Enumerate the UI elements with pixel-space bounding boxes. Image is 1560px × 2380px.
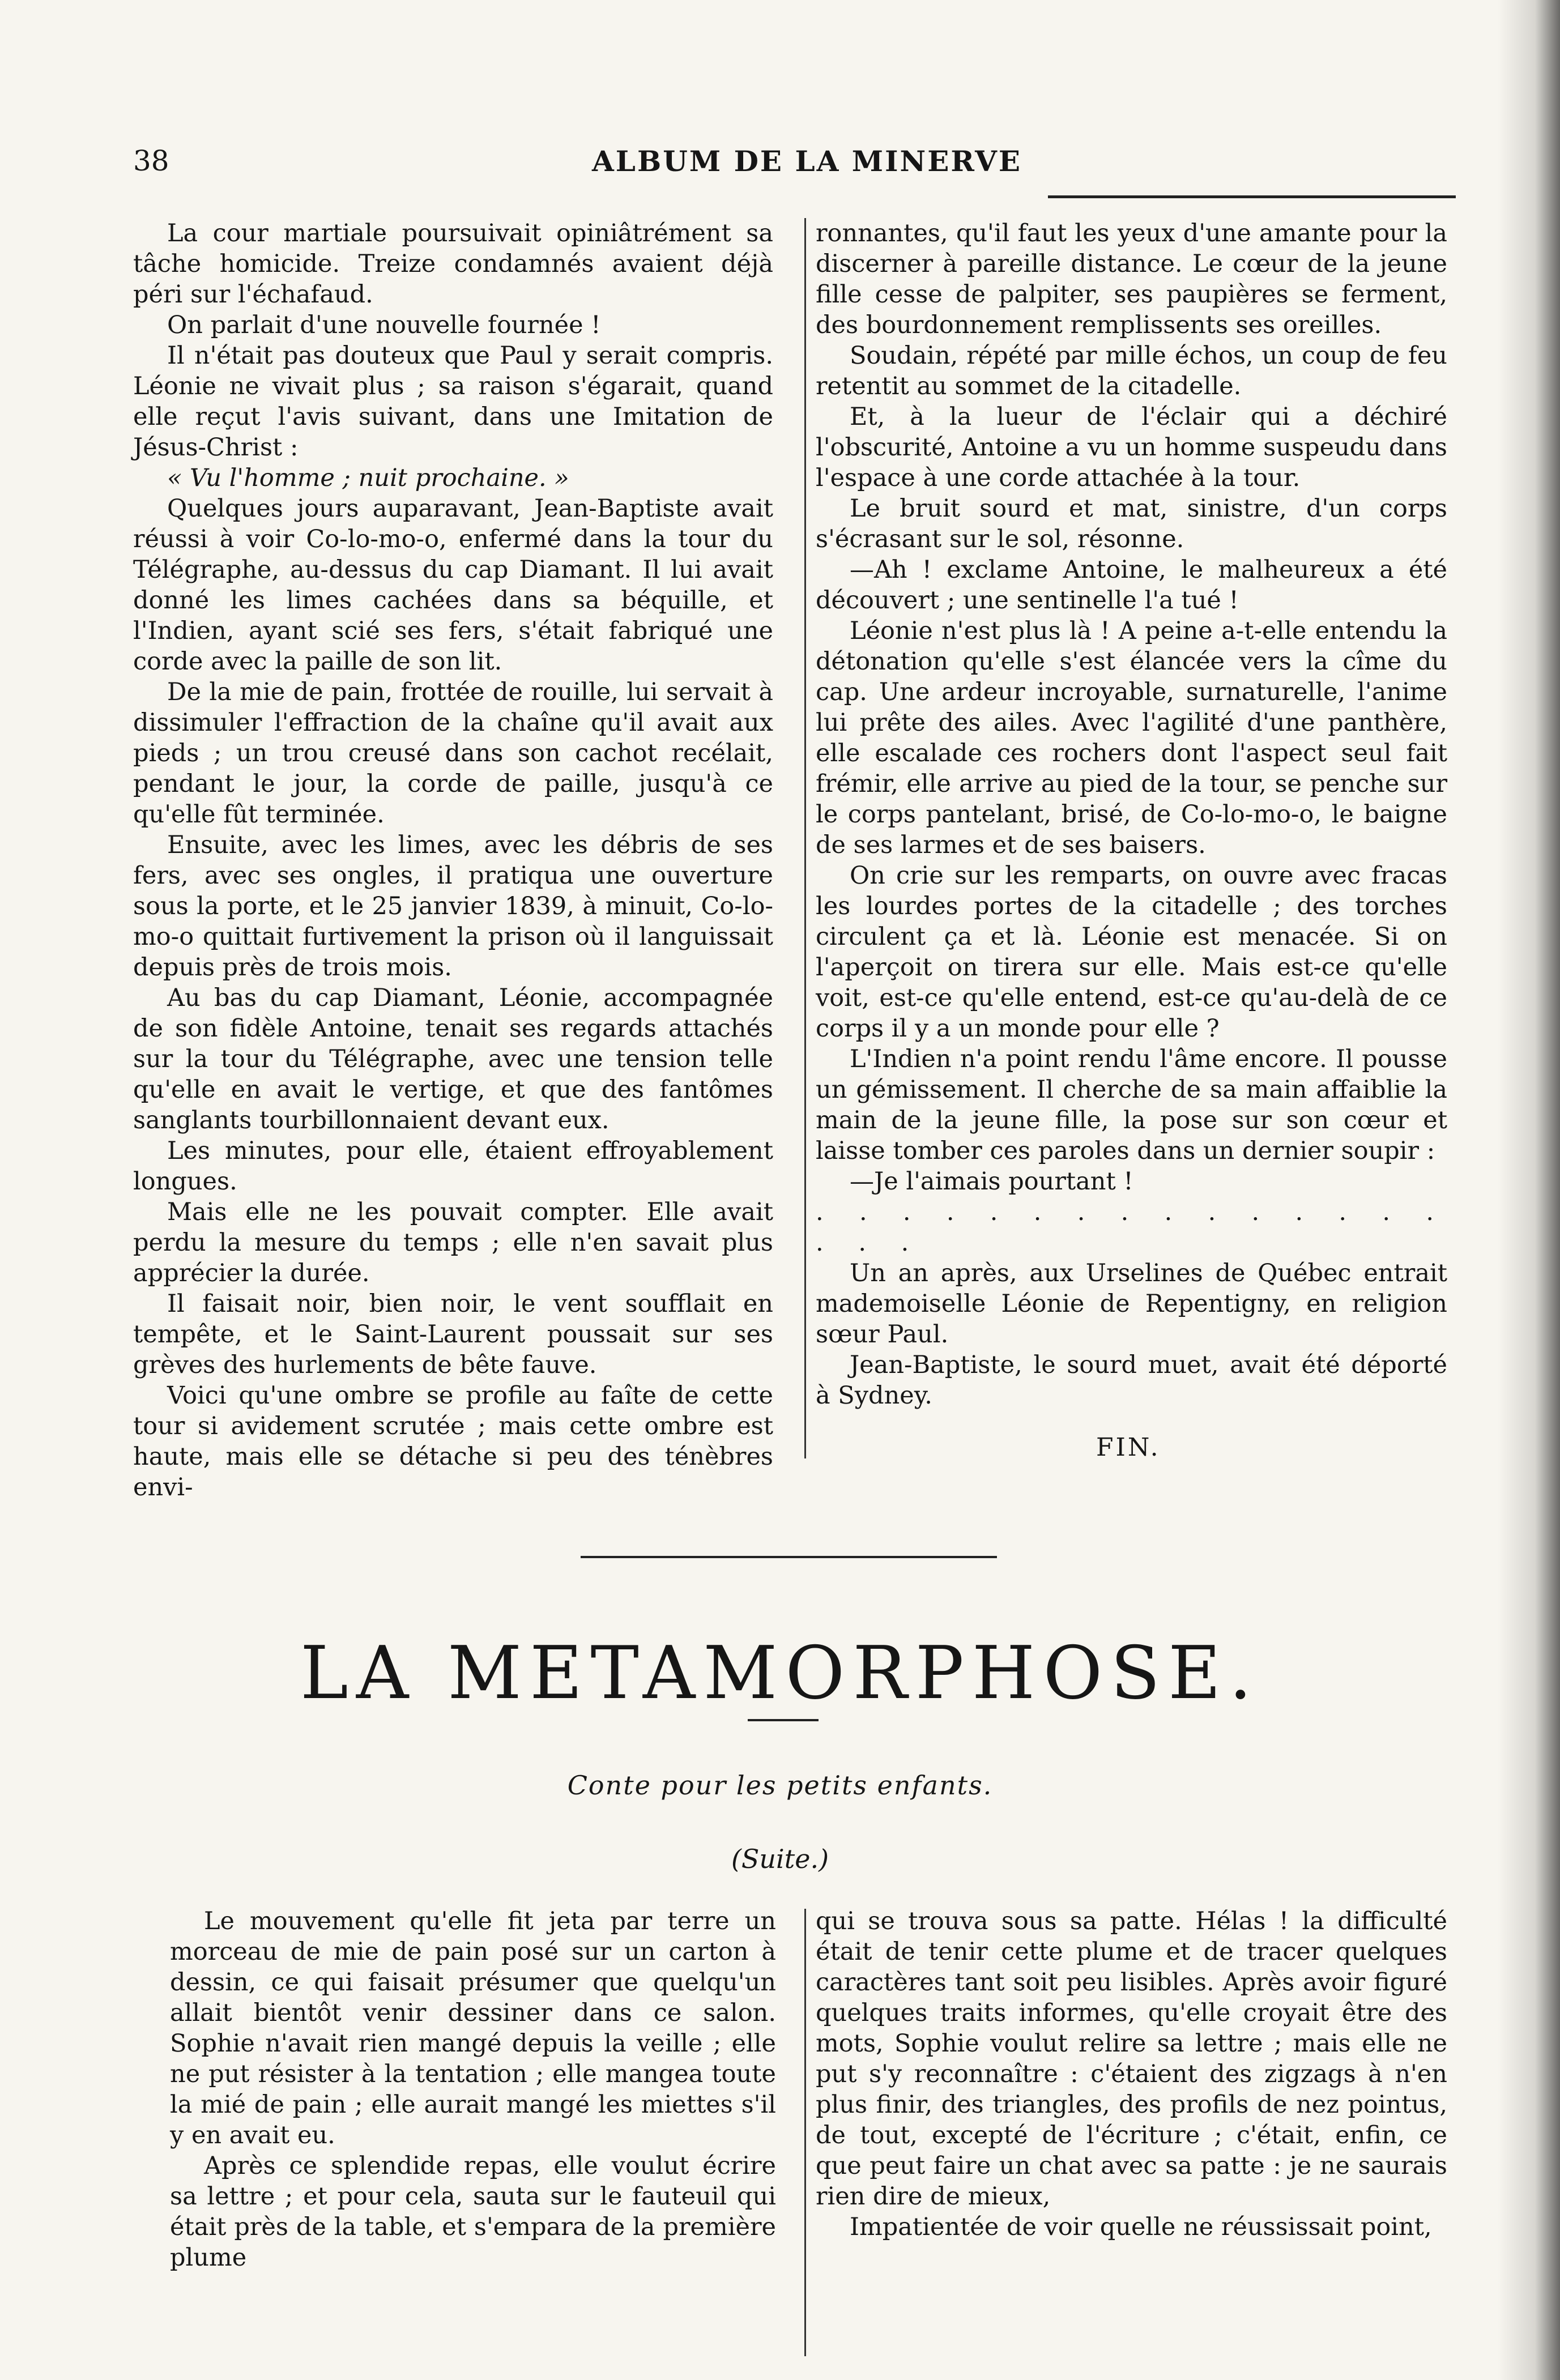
paragraph: Impatientée de voir quelle ne réussissait point, xyxy=(850,2213,1432,2241)
fin-label: FIN. xyxy=(1096,1433,1161,1462)
ellipsis-separator: . . . . . . . . . . . . . . . . . . xyxy=(816,1198,1447,1257)
paragraph: Voici qu'une ombre se profile au faîte de cette tour si avidement scrutée ; mais cette ombre est haute, mais elle se détache si peu des ténèbres envi- xyxy=(133,1381,773,1502)
paragraph: Soudain, répété par mille échos, un coup de feu retentit au sommet de la citadelle. xyxy=(816,342,1447,400)
paragraph: qui se trouva sous sa patte. Hélas ! la difficulté était de tenir cette plume et de tracer quelques caractères tant soit peu lisibles. Après avoir figuré quelques traits informes, qu'elle croyait être des mots, Sophie voulut relire sa lettre ; mais elle ne put s'y reconnaître : c'étaient des zigzags à n'en plus finir, des triangles, des profils de nez pointus, de tout, excepté de l'écriture ; c'était, enfin, ce que peut faire un chat avec sa patte : je ne saurais rien dire de mieux, xyxy=(816,1907,1447,2211)
story-title: LA METAMORPHOSE. xyxy=(300,1631,1260,1716)
bottom-right-column xyxy=(816,1906,1447,2242)
paragraph: Jean-Baptiste, le sourd muet, avait été déporté à Sydney. xyxy=(816,1351,1447,1410)
paragraph: Au bas du cap Diamant, Léonie, accompagnée de son fidèle Antoine, tenait ses regards attachés sur la tour du Télégraphe, avec une tension telle qu'elle en avait le vertige, et que des fantômes sanglants tourbillonnaient devant eux. xyxy=(133,984,773,1134)
paragraph: —Je l'aimais pourtant ! xyxy=(850,1167,1133,1196)
story-subtitle: Conte pour les petits enfants. xyxy=(567,1770,993,1801)
continuation-label: (Suite.) xyxy=(731,1844,829,1874)
running-head: ALBUM DE LA MINERVE xyxy=(592,144,1022,178)
paragraph: On parlait d'une nouvelle fournée ! xyxy=(167,311,601,339)
paragraph: De la mie de pain, frottée de rouille, lui servait à dissimuler l'effraction de la chaîne qu'il avait aux pieds ; un trou creusé dans son cachot recélait, pendant le jour, la corde de paille, jusqu'à ce qu'elle fût terminée. xyxy=(133,678,773,829)
paragraph: Mais elle ne les pouvait compter. Elle avait perdu la mesure du temps ; elle n'en savait plus apprécier la durée. xyxy=(133,1198,773,1287)
paragraph: ronnantes, qu'il faut les yeux d'une amante pour la discerner à pareille distance. Le cœur de la jeune fille cesse de palpiter, ses paupières se ferment, des bourdonnement remplissents ses oreilles. xyxy=(816,219,1447,339)
top-right-column xyxy=(816,218,1447,1411)
header-rule xyxy=(1048,195,1456,198)
paragraph: Un an après, aux Urselines de Québec entrait mademoiselle Léonie de Repentigny, en religion sœur Paul. xyxy=(816,1259,1447,1349)
paragraph: Le bruit sourd et mat, sinistre, d'un corps s'écrasant sur le sol, résonne. xyxy=(816,494,1447,553)
paragraph: Quelques jours auparavant, Jean-Baptiste avait réussi à voir Co-lo-mo-o, enfermé dans la tour du Télégraphe, au-dessus du cap Diamant. Il lui avait donné les limes cachées dans sa béquille, et l'Indien, ayant scié ses fers, s'était fabriqué une corde avec la paille de son lit. xyxy=(133,494,773,676)
paragraph: Léonie n'est plus là ! A peine a-t-elle entendu la détonation qu'elle s'est élancée vers la cîme du cap. Une ardeur incroyable, surnaturelle, l'anime lui prête des ailes. Avec l'agilité d'une panthère, elle escalade ces rochers dont l'aspect seul fait frémir, elle arrive au pied de la tour, se penche sur le corps pantelant, brisé, de Co-lo-mo-o, le baigne de ses larmes et de ses baisers. xyxy=(816,617,1447,859)
bottom-left-column xyxy=(170,1906,776,2273)
paragraph: Et, à la lueur de l'éclair qui a déchiré l'obscurité, Antoine a vu un homme suspeudu dans l'espace à une corde attachée à la tour. xyxy=(816,403,1447,492)
paragraph: Les minutes, pour elle, étaient effroyablement longues. xyxy=(133,1137,773,1196)
quote-paragraph: « Vu l'homme ; nuit prochaine. » xyxy=(167,464,569,492)
page-number: 38 xyxy=(133,144,169,177)
top-left-column xyxy=(133,218,773,1503)
paragraph: On crie sur les remparts, on ouvre avec fracas les lourdes portes de la citadelle ; des torches circulent ça et là. Léonie est menacée. Si on l'aperçoit on tirera sur elle. Mais est-ce qu'elle voit, est-ce qu'elle entend, est-ce qu'au-delà de ce corps il y a un monde pour elle ? xyxy=(816,861,1447,1043)
title-rule xyxy=(748,1719,819,1721)
paragraph: —Ah ! exclame Antoine, le malheureux a été découvert ; une sentinelle l'a tué ! xyxy=(816,556,1447,615)
column-divider-bottom xyxy=(804,1909,806,2356)
page-header xyxy=(133,144,1453,184)
paragraph: L'Indien n'a point rendu l'âme encore. Il pousse un gémissement. Il cherche de sa main affaiblie la main de la jeune fille, la pose sur son cœur et laisse tomber ces paroles dans un dernier soupir : xyxy=(816,1045,1447,1165)
paragraph: Ensuite, avec les limes, avec les débris de ses fers, avec ses ongles, il pratiqua une ouverture sous la porte, et le 25 janvier 1839, à minuit, Co-lo-mo-o quittait furtivement la prison où il languissait depuis près de trois mois. xyxy=(133,831,773,982)
paragraph: Il n'était pas douteux que Paul y serait compris. Léonie ne vivait plus ; sa raison s'égarait, quand elle reçut l'avis suivant, dans une Imitation de Jésus-Christ : xyxy=(133,342,773,462)
page-edge-shadow xyxy=(1498,0,1560,2380)
paragraph: La cour martiale poursuivait opiniâtrément sa tâche homicide. Treize condamnés avaient déjà péri sur l'échafaud. xyxy=(133,219,773,309)
paragraph: Le mouvement qu'elle fit jeta par terre un morceau de mie de pain posé sur un carton à dessin, ce qui faisait présumer que quelqu'un allait bientôt venir dessiner dans ce salon. Sophie n'avait rien mangé depuis la veille ; elle ne put résister à la tentation ; elle mangea toute la mié de pain ; elle aurait mangé les miettes s'il y en avait eu. xyxy=(170,1907,776,2149)
paragraph: Après ce splendide repas, elle voulut écrire sa lettre ; et pour cela, sauta sur le fauteuil qui était près de la table, et s'empara de la première plume xyxy=(170,2152,776,2272)
column-divider-top xyxy=(804,218,806,1458)
paragraph: Il faisait noir, bien noir, le vent soufflait en tempête, et le Saint-Laurent poussait sur ses grèves des hurlements de bête fauve. xyxy=(133,1290,773,1379)
section-rule xyxy=(581,1556,997,1558)
